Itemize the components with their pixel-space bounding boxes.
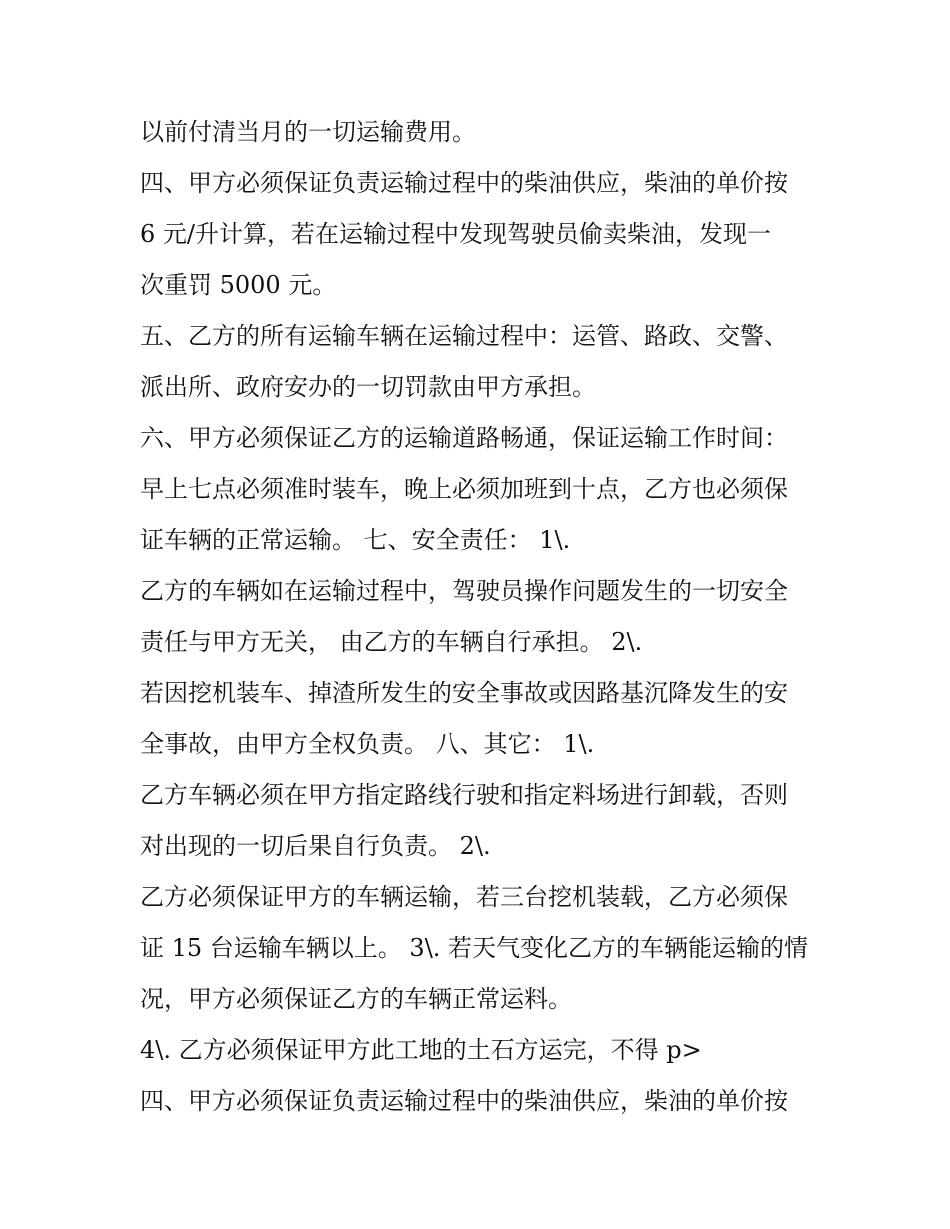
text-line: 况，甲方必须保证乙方的车辆正常运料。 <box>140 985 572 1013</box>
text-line: 乙方车辆必须在甲方指定路线行驶和指定料场进行卸载，否则 <box>140 781 788 809</box>
text-line: 派出所、政府安办的一切罚款由甲方承担。 <box>140 373 596 401</box>
text-line: 四、甲方必须保证负责运输过程中的柴油供应，柴油的单价按 <box>140 1087 788 1115</box>
text-line: 对出现的一切后果自行负责。 2\. <box>140 832 491 860</box>
text-line: 全事故，由甲方全权负责。 八、其它： 1\. <box>140 730 595 758</box>
text-line: 责任与甲方无关， 由乙方的车辆自行承担。 2\. <box>140 628 643 656</box>
text-line: 6 元/升计算，若在运输过程中发现驾驶员偷卖柴油，发现一 <box>140 220 771 248</box>
text-line: 四、甲方必须保证负责运输过程中的柴油供应，柴油的单价按 <box>140 169 788 197</box>
text-line: 早上七点必须准时装车，晚上必须加班到十点，乙方也必须保 <box>140 475 788 503</box>
text-line: 证车辆的正常运输。 七、安全责任： 1\. <box>140 526 571 554</box>
text-line: 乙方的车辆如在运输过程中，驾驶员操作问题发生的一切安全 <box>140 577 788 605</box>
text-line: 证 15 台运输车辆以上。 3\. 若天气变化乙方的车辆能运输的情 <box>140 934 809 962</box>
text-line: 以前付清当月的一切运输费用。 <box>140 118 476 146</box>
text-line: 若因挖机装车、掉渣所发生的安全事故或因路基沉降发生的安 <box>140 679 788 707</box>
text-line: 五、乙方的所有运输车辆在运输过程中：运管、路政、交警、 <box>140 322 788 350</box>
document-body <box>140 107 830 1127</box>
text-line: 六、甲方必须保证乙方的运输道路畅通，保证运输工作时间： <box>140 424 788 452</box>
text-line: 次重罚 5000 元。 <box>140 271 337 299</box>
text-line: 4\. 乙方必须保证甲方此工地的土石方运完，不得 p> <box>140 1036 702 1064</box>
text-line: 乙方必须保证甲方的车辆运输，若三台挖机装载，乙方必须保 <box>140 883 788 911</box>
